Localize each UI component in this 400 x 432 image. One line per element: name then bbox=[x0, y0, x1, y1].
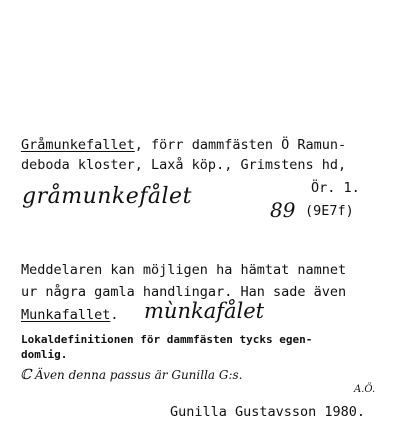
map-reference: (9E7f) bbox=[305, 203, 354, 219]
alternate-name: Munkafallet bbox=[21, 307, 111, 323]
handwritten-alternate-name: mùnkafålet bbox=[144, 299, 265, 323]
handwritten-remark: ℂ Även denna passus är Gunilla G:s. bbox=[20, 367, 243, 383]
signature: Gunilla Gustavsson 1980. bbox=[170, 404, 366, 420]
definition-line-2: domlig. bbox=[21, 348, 68, 361]
handwritten-pronunciation: gråmunkefålet bbox=[22, 184, 192, 209]
remark-bracket-icon: ℂ bbox=[20, 367, 32, 383]
handwritten-initials: A.Ö. bbox=[354, 384, 376, 395]
place-name: Gråmunkefallet bbox=[21, 137, 135, 153]
body-line-1: Meddelaren kan möjligen ha hämtat namnet bbox=[21, 262, 347, 278]
definition-line-1: Lokaldefinitionen för dammfästen tycks egen- bbox=[21, 333, 313, 346]
handwritten-number: 89 bbox=[270, 198, 296, 222]
body-line-3: Munkafallet. bbox=[21, 307, 119, 323]
place-description: , förr dammfästen Ö Ramun- bbox=[134, 137, 347, 153]
entry-header-line-2: deboda kloster, Laxå köp., Grimstens hd, bbox=[21, 157, 347, 173]
entry-header-line-1 bbox=[21, 137, 346, 153]
grid-reference: Ör. 1. bbox=[311, 180, 360, 196]
body-line-2: ur några gamla handlingar. Han sade även bbox=[21, 284, 347, 300]
